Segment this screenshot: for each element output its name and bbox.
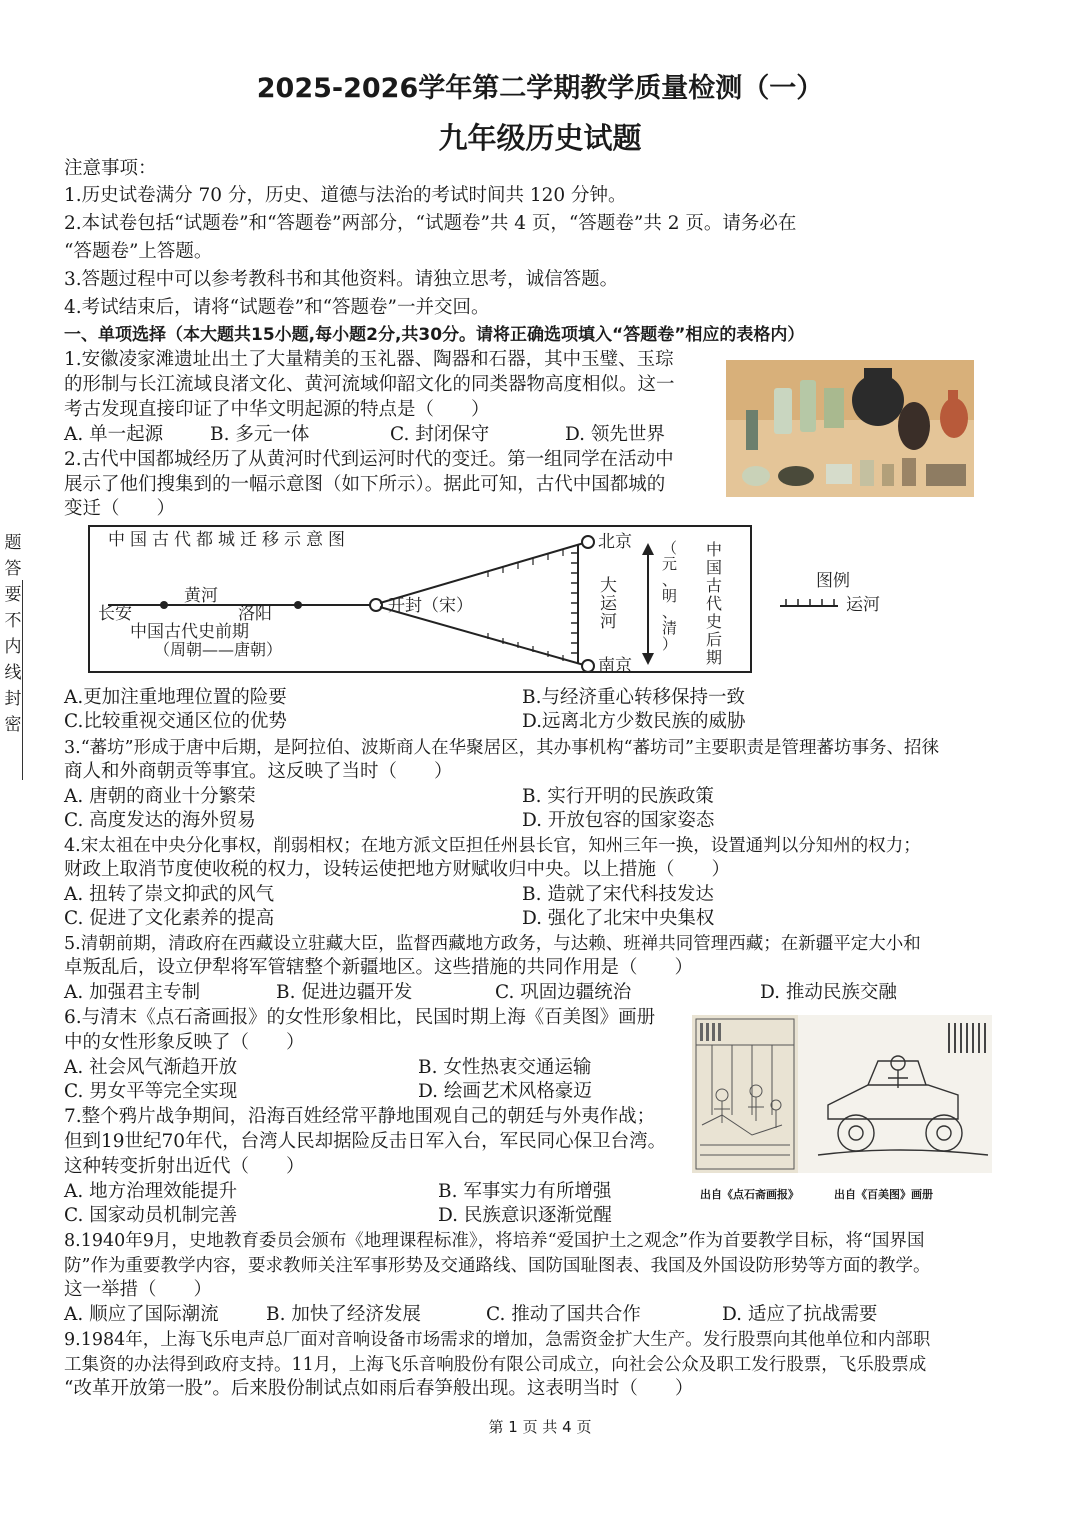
label-early-dynasties: （周朝——唐朝） [154,640,283,659]
label-late-dyn: 、 [662,603,678,621]
q7-option-d: D. 民族意识逐渐觉醒 [438,1205,612,1226]
label-late-period: 期 [706,648,723,667]
q7-line: 这种转变折射出近代（ ） [64,1156,305,1177]
notice-heading: 注意事项： [64,158,157,179]
page-footer: 第 1 页 共 4 页 [488,1418,592,1436]
baimeitu-illustration [798,1015,992,1173]
q3-line: 商人和外商朝贡等事宜。这反映了当时（ ） [64,761,453,782]
label-late-dyn: 明 [662,587,678,605]
q5-option-b: B. 促进边疆开发 [276,982,413,1003]
q5-option-a: A. 加强君主专制 [64,982,201,1003]
label-changan: 长安 [98,604,132,624]
q1-option-d: D. 领先世界 [565,424,665,445]
q8-option-a: A. 顺应了国际潮流 [64,1304,219,1325]
seal-line [22,580,23,780]
seal-char: 封 [4,689,22,709]
q2-line: 2.古代中国都城经历了从黄河时代到运河时代的变迁。第一组同学在活动中 [64,449,674,470]
q5-option-d: D. 推动民族交融 [760,982,897,1003]
seal-char: 题 [4,533,22,553]
label-late-dyn: 元 [662,555,678,573]
legend-canal: 运河 [846,595,880,615]
artifact-photo [726,360,974,497]
notice-line: 3.答题过程中可以参考教科书和其他资料。请独立思考，诚信答题。 [64,269,619,290]
q3-line: 3.“蕃坊”形成于唐中后期，是阿拉伯、波斯商人在华聚居区，其办事机构“蕃坊司”主要职责是管理蕃坊事务、招徕 [64,738,939,758]
label-late-period: 古 [706,576,723,595]
q8-line: 8.1940年9月，史地教育委员会颁布《地理课程标准》，将培养“爱国护土之观念”作为首要教学目标，将“国界国 [64,1231,925,1251]
q2-option-a: A.更加注重地理位置的险要 [64,687,287,708]
q5-line: 5.清朝前期，清政府在西藏设立驻藏大臣，监督西藏地方政务，与达赖、班禅共同管理西藏；在新疆平定大小和 [64,934,921,954]
q4-line: 财政上取消节度使收税的权力，设转运使把地方财赋收归中央。以上措施（ ） [64,859,731,880]
notice-line: 1.历史试卷满分 70 分，历史、道德与法治的考试时间共 120 分钟。 [64,185,627,206]
q3-option-b: B. 实行开明的民族政策 [522,786,714,807]
q9-line: 工集资的办法得到政府支持。11月，上海飞乐音响股份有限公司成立，向社会公众及职工发行股票，飞乐股票成 [64,1355,927,1375]
q6-option-b: B. 女性热衷交通运输 [418,1057,592,1078]
label-kaifeng: 开封（宋） [388,596,473,616]
q5-line: 卓叛乱后，设立伊犁将军管辖整个新疆地区。这些措施的共同作用是（ ） [64,957,694,978]
q2-option-b: B.与经济重心转移保持一致 [522,687,745,708]
q4-line: 4.宋太祖在中央分化事权，削弱相权；在地方派文臣担任州县长官，知州三年一换，设置通判以分知州的权力； [64,836,921,856]
label-canal: 运 [600,594,617,614]
q7-line: 7.整个鸦片战争期间，沿海百姓经常平静地围观自己的朝廷与外夷作战； [64,1106,656,1127]
q7-option-c: C. 国家动员机制完善 [64,1205,238,1226]
q1-option-a: A. 单一起源 [64,424,164,445]
q1-line: 的形制与长江流域良渚文化、黄河流域仰韶文化的同类器物高度相似。这一 [64,374,675,395]
label-late-dyn: 、 [662,571,678,589]
q4-option-a: A. 扭转了崇文抑武的风气 [64,884,275,905]
q7-line: 但到19世纪70年代，台湾人民却据险反击日军入台，军民同心保卫台湾。 [64,1131,667,1152]
label-early-period: 中国古代史前期 [130,622,249,642]
q2-line: 变迁（ ） [64,498,176,519]
q5-option-c: C. 巩固边疆统治 [495,982,632,1003]
diagram-legend [776,568,936,618]
seal-char: 密 [4,715,22,735]
q9-line: 9.1984年，上海飞乐电声总厂面对音响设备市场需求的增加，急需资金扩大生产。发行股票向其他单位和内部职 [64,1330,931,1350]
q8-line: 这一举措（ ） [64,1279,213,1300]
label-luoyang: 洛阳 [238,604,272,624]
q3-option-a: A. 唐朝的商业十分繁荣 [64,786,256,807]
q2-option-c: C.比较重视交通区位的优势 [64,711,287,732]
q7-option-a: A. 地方治理效能提升 [64,1181,238,1202]
q4-option-b: B. 造就了宋代科技发达 [522,884,714,905]
q6-line: 6.与清末《点石斋画报》的女性形象相比，民国时期上海《百美图》画册 [64,1007,656,1028]
q1-option-b: B. 多元一体 [210,424,310,445]
q6-option-c: C. 男女平等完全实现 [64,1081,238,1102]
label-late-period: 代 [706,594,723,613]
seal-char: 要 [4,585,22,605]
label-late-period: 后 [706,630,723,649]
q1-line: 考古发现直接印证了中华文明起源的特点是（ ） [64,399,490,420]
q8-option-c: C. 推动了国共合作 [486,1304,641,1325]
q8-option-b: B. 加快了经济发展 [266,1304,421,1325]
q6-option-a: A. 社会风气渐趋开放 [64,1057,238,1078]
label-late-dyn: 清 [662,619,678,637]
dianshizhai-illustration [692,1015,798,1173]
diagram-title: 中国古代都城迁移示意图 [108,530,350,550]
notice-line: 2.本试卷包括“试题卷”和“答题卷”两部分，“试题卷”共 4 页，“答题卷”共 2 页。请务必在 [64,213,797,234]
q7-option-b: B. 军事实力有所增强 [438,1181,612,1202]
capital-migration-diagram [88,525,752,673]
q1-line: 1.安徽凌家滩遗址出土了大量精美的玉礼器、陶器和石器，其中玉璧、玉琮 [64,349,674,370]
label-late-period: 史 [706,612,723,631]
exam-subtitle: 九年级历史试题 [438,121,642,155]
label-huanghe: 黄河 [184,586,218,606]
seal-char: 不 [4,611,22,631]
label-late-period: 国 [706,558,723,577]
q4-option-d: D. 强化了北宋中央集权 [522,908,715,929]
q6-option-d: D. 绘画艺术风格豪迈 [418,1081,592,1102]
caption-dianshizhai: 出自《点石斋画报》 [700,1188,799,1201]
notice-line: “答题卷”上答题。 [64,241,213,262]
q6-line: 中的女性形象反映了（ ） [64,1032,305,1053]
notice-line: 4.考试结束后，请将“试题卷”和“答题卷”一并交回。 [64,297,490,318]
q1-option-c: C. 封闭保守 [390,424,490,445]
section-heading: 一、单项选择（本大题共15小题,每小题2分,共30分。请将正确选项填入“答题卷”相应的表格内） [64,325,805,345]
q4-option-c: C. 促进了文化素养的提高 [64,908,275,929]
label-nanjing: 南京 [598,656,632,673]
q8-option-d: D. 适应了抗战需要 [722,1304,878,1325]
q2-line: 展示了他们搜集到的一幅示意图（如下所示）。据此可知，古代中国都城的 [64,474,666,495]
seal-char: 内 [4,637,22,657]
exam-title: 2025-2026学年第二学期教学质量检测（一） [256,73,824,104]
caption-baimeitu: 出自《百美图》画册 [834,1188,933,1201]
q3-option-d: D. 开放包容的国家姿态 [522,810,715,831]
label-canal: 河 [600,612,617,632]
seal-char: 线 [4,663,22,683]
q3-option-c: C. 高度发达的海外贸易 [64,810,256,831]
legend-title: 图例 [816,571,850,591]
seal-line-text [2,530,24,738]
label-late-period: 中 [706,540,723,559]
label-late-dyn: （ [662,539,678,557]
label-beijing: 北京 [598,532,632,552]
q9-line: “改革开放第一股”。后来股份制试点如雨后春笋般出现。这表明当时（ ） [64,1378,694,1399]
q2-option-d: D.远离北方少数民族的威胁 [522,711,746,732]
label-canal: 大 [600,576,617,596]
label-late-dyn: ） [662,635,678,653]
seal-char: 答 [4,559,22,579]
q8-line: 防”作为重要教学内容，要求教师关注军事形势及交通路线、国防国耻图表、我国及外国设防形势等方面的教学。 [64,1256,931,1276]
